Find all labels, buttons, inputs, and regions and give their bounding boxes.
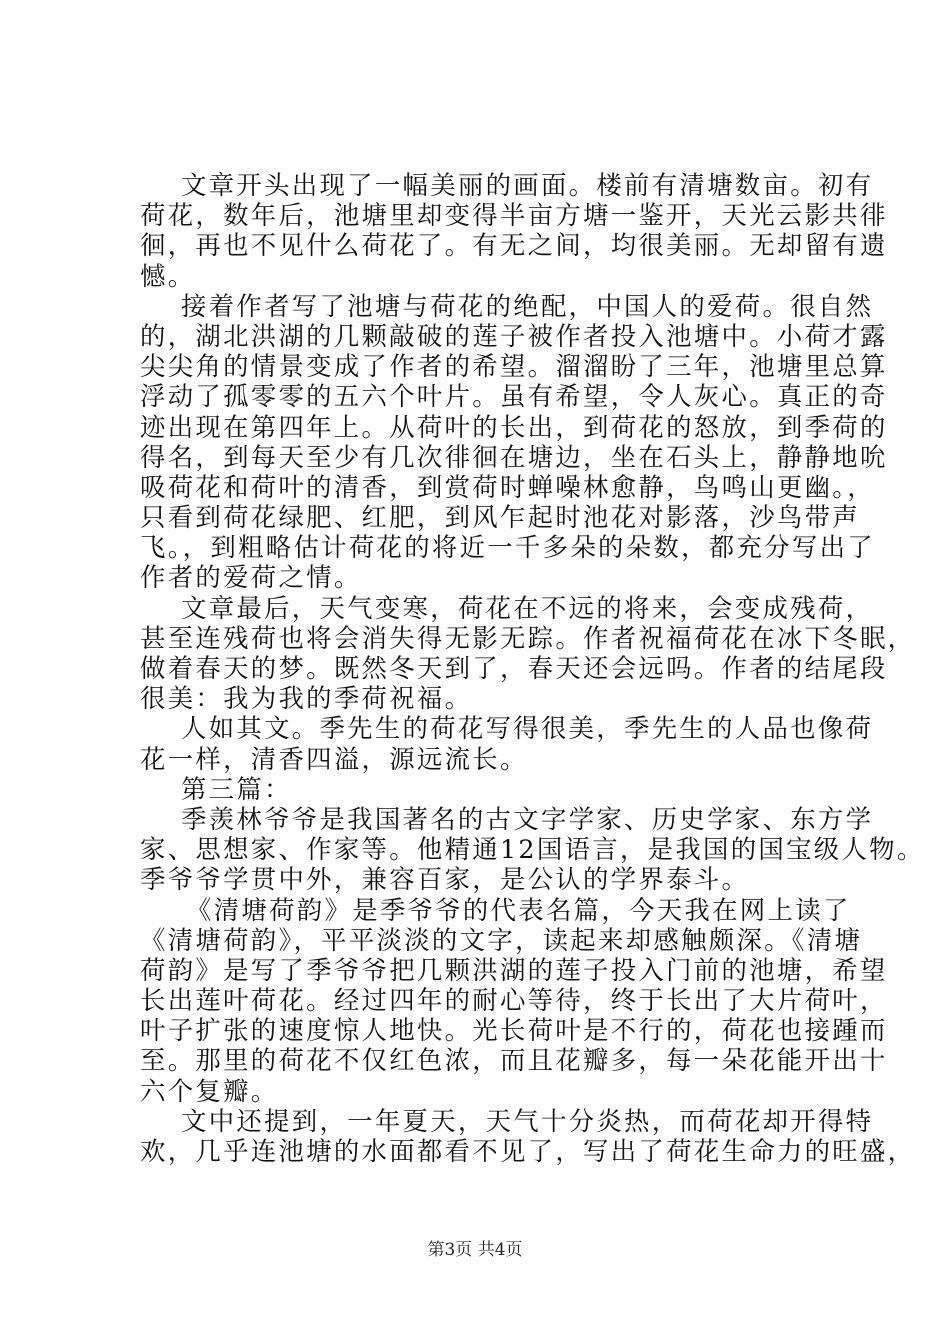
paragraph-line: 荷韵》是写了季爷爷把几颗洪湖的莲子投入门前的池塘，希望 xyxy=(140,954,888,985)
paragraph-line: 接着作者写了池塘与荷花的绝配，中国人的爱荷。很自然 xyxy=(181,290,874,321)
paragraph-line: 做着春天的梦。既然冬天到了，春天还会远吗。作者的结尾段 xyxy=(140,653,888,683)
paragraph-line: 花一样，清香四溢，源远流长。 xyxy=(140,743,528,774)
page-number: 第3页 共4页 xyxy=(427,1240,523,1260)
paragraph-line: 长出莲叶荷花。经过四年的耐心等待，终于长出了大片荷叶， xyxy=(140,985,888,1016)
paragraph-line: 文章最后，天气变寒，荷花在不远的将来，会变成残荷， xyxy=(181,592,874,623)
paragraph-line: 至。那里的荷花不仅红色浓，而且花瓣多，每一朵花能开出十 xyxy=(140,1045,888,1076)
paragraph-line: 文章开头出现了一幅美丽的画面。楼前有清塘数亩。初有 xyxy=(181,170,874,200)
paragraph-line: 文中还提到，一年夏天，天气十分炎热，而荷花却开得特 xyxy=(181,1105,874,1136)
paragraph-line: 飞。，到粗略估计荷花的将近一千多朵的朵数，都充分写出了 xyxy=(140,532,875,563)
paragraph-line: 欢，几乎连池塘的水面都看不见了，写出了荷花生命力的旺盛， xyxy=(140,1136,916,1166)
paragraph-line: 只看到荷花绿肥、红肥，到风乍起时池花对影落，沙鸟带声 xyxy=(140,502,860,533)
paragraph-line: 人如其文。季先生的荷花写得很美，季先生的人品也像荷 xyxy=(181,713,874,744)
paragraph-line: 很美：我为我的季荷祝福。 xyxy=(140,683,473,714)
paragraph-line: 作者的爱荷之情。 xyxy=(140,562,362,593)
paragraph-line: 六个复瓣。 xyxy=(140,1075,279,1106)
paragraph-line: 尖尖角的情景变成了作者的希望。溜溜盼了三年，池塘里总算 xyxy=(140,351,888,382)
paragraph-line: 的，湖北洪湖的几颗敲破的莲子被作者投入池塘中。小荷才露 xyxy=(140,320,888,351)
paragraph-line: 浮动了孤零零的五六个叶片。虽有希望，令人灰心。真正的奇 xyxy=(140,381,888,412)
paragraph-line: 吸荷花和荷叶的清香，到赏荷时蝉噪林愈静，鸟鸣山更幽。， xyxy=(140,471,875,502)
paragraph-line: 季爷爷学贯中外，兼容百家，是公认的学界泰斗。 xyxy=(140,864,750,895)
paragraph-line: 《清塘荷韵》是季爷爷的代表名篇，今天我在网上读了 xyxy=(186,894,851,925)
paragraph-line: 季羡林爷爷是我国著名的古文字学家、历史学家、东方学 xyxy=(181,803,874,834)
paragraph-line: 甚至连残荷也将会消失得无影无踪。作者祝福荷花在冰下冬眠， xyxy=(140,622,916,653)
paragraph-line: 迹出现在第四年上。从荷叶的长出，到荷花的怒放，到季荷的 xyxy=(140,411,888,442)
paragraph-line: 憾。 xyxy=(140,260,196,291)
section-heading: 第三篇： xyxy=(181,773,292,804)
paragraph-line: 《清塘荷韵》，平平淡淡的文字，读起来却感触颇深。《清塘 xyxy=(140,924,863,955)
paragraph-line: 叶子扩张的速度惊人地快。光长荷叶是不行的，荷花也接踵而 xyxy=(140,1015,888,1046)
paragraph-line: 徊，再也不见什么荷花了。有无之间，均很美丽。无却留有遗 xyxy=(140,230,888,261)
document-body xyxy=(140,170,925,1166)
paragraph-line: 荷花，数年后，池塘里却变得半亩方塘一鉴开，天光云影共徘 xyxy=(140,200,888,231)
paragraph-line: 家、思想家、作家等。他精通12国语言，是我国的国宝级人物。 xyxy=(140,834,925,865)
paragraph-line: 得名，到每天至少有几次徘徊在塘边，坐在石头上，静静地吮 xyxy=(140,441,888,472)
